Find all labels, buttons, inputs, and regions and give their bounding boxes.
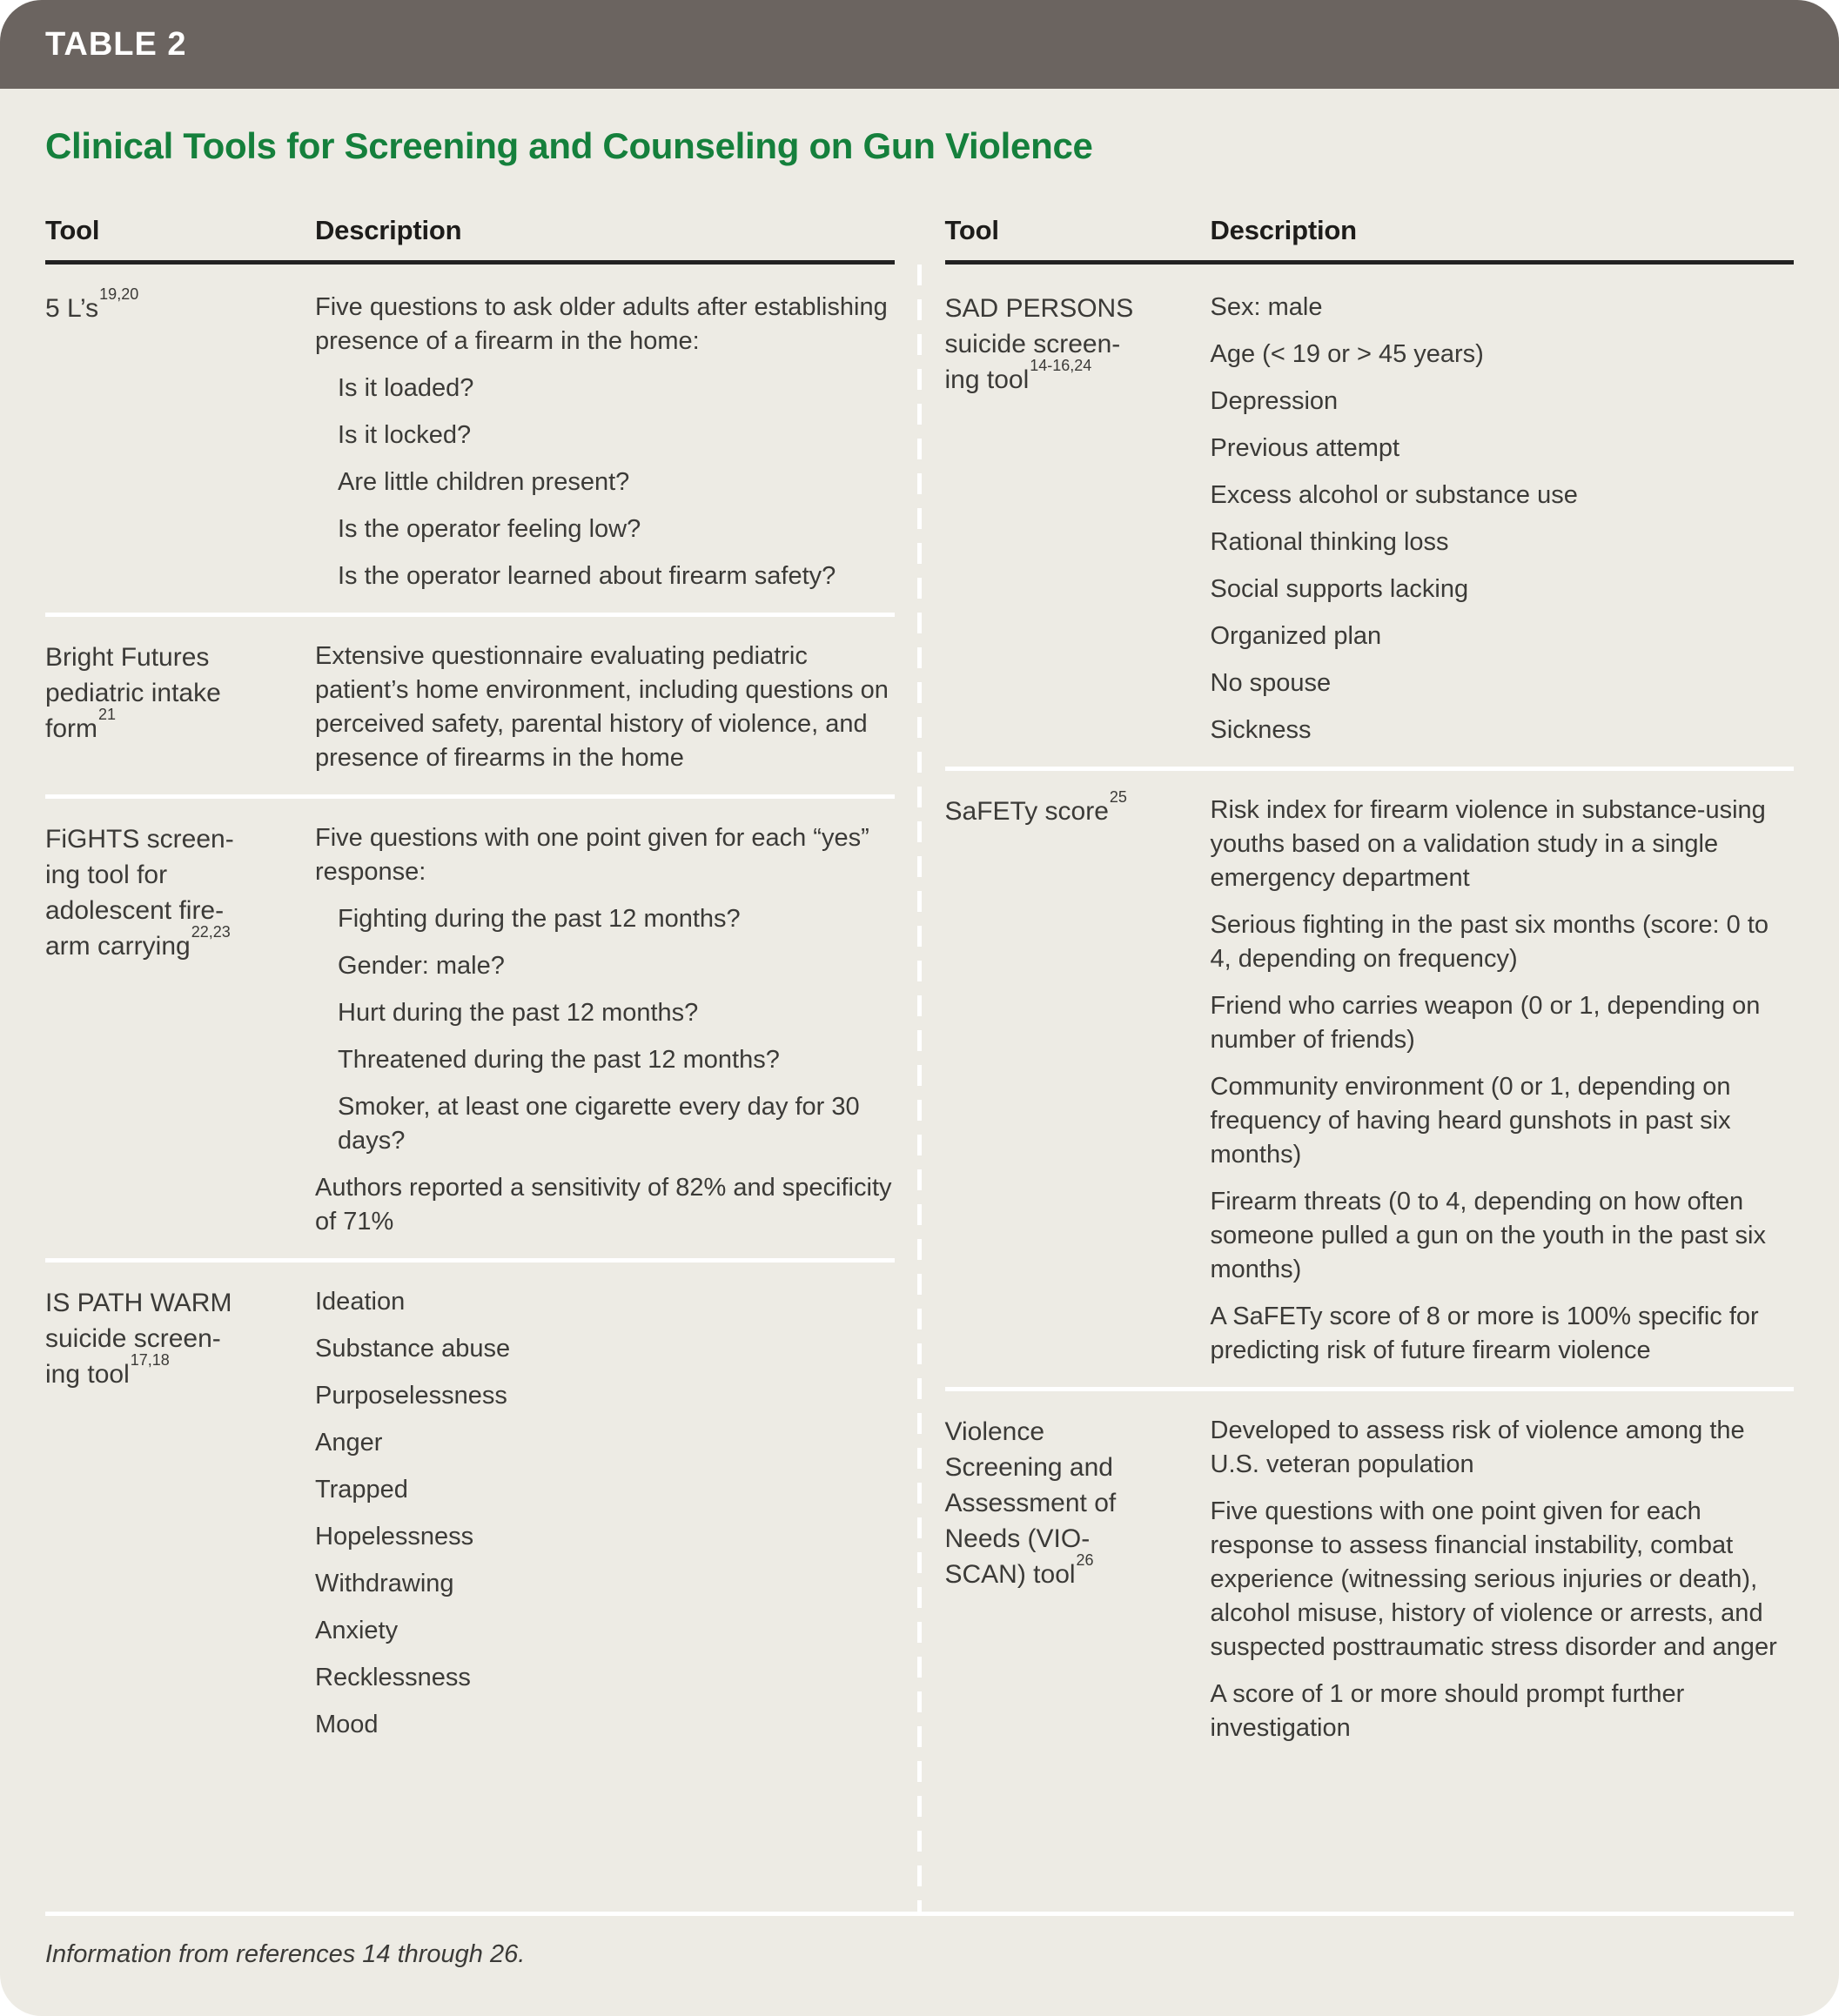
tool-name-line: form$^{21}$ [45, 705, 117, 743]
right-column-header [945, 209, 1795, 265]
tool-column-header: Tool [944, 215, 999, 245]
description-column-header: Description [1210, 215, 1357, 245]
tool-name-line: IS PATH WARM [45, 1289, 232, 1317]
table-body [45, 209, 1794, 1912]
table-footer [45, 1912, 1794, 1969]
description-item: Organized plan [1210, 622, 1382, 650]
left-rows [45, 265, 895, 1761]
reference-superscript: 22,23 [191, 922, 231, 941]
table-row [945, 265, 1795, 767]
tool-name-line: Violence [944, 1417, 1045, 1446]
tool-name [45, 821, 263, 1239]
description-item: Are little children present? [338, 468, 630, 496]
tool-name-line: 5 L’s$^{19,20}$ [45, 285, 139, 323]
table-row [945, 767, 1795, 1387]
description-item: Risk index for firearm violence in substance-using youths based on a validation study in a single emergency department [1210, 796, 1766, 892]
description-item: Gender: male? [338, 952, 505, 980]
right-column [945, 209, 1795, 1765]
description-item: Trapped [315, 1476, 408, 1504]
reference-superscript: 26 [1076, 1551, 1094, 1569]
tool-name-line: suicide screen- [944, 330, 1121, 358]
table-content [0, 89, 1839, 2016]
tool-description [1211, 1414, 1795, 1745]
tool-name-line: SCAN) tool$^{26}$ [944, 1551, 1094, 1589]
description-item: Hopelessness [315, 1523, 474, 1551]
description-item: Five questions to ask older adults after establishing presence of a firearm in the home: [315, 293, 888, 355]
tool-name [45, 285, 263, 593]
description-item: Depression [1210, 387, 1339, 415]
description-item: Sickness [1210, 716, 1312, 744]
table-row [945, 1387, 1795, 1765]
description-column-header: Description [315, 215, 462, 245]
description-item: No spouse [1210, 669, 1332, 697]
description-item: Is the operator learned about firearm safety? [338, 562, 836, 590]
description-item: Anger [315, 1429, 383, 1457]
description-item: Threatened during the past 12 months? [338, 1046, 780, 1074]
table-header-bar [0, 0, 1839, 89]
left-column [45, 209, 895, 1761]
reference-superscript: 17,18 [130, 1350, 170, 1369]
left-column-header [45, 209, 895, 265]
table-row [45, 1258, 895, 1761]
tool-name-line: adolescent fire- [45, 896, 225, 925]
tool-name [944, 787, 1158, 1368]
description-item: Ideation [315, 1288, 406, 1316]
description-item: Hurt during the past 12 months? [338, 999, 699, 1027]
table-row [45, 794, 895, 1258]
reference-superscript: 14-16,24 [1030, 356, 1092, 374]
tool-description [315, 640, 895, 775]
tool-description [1211, 291, 1795, 747]
tool-name-line: Screening and [944, 1453, 1113, 1482]
description-item: A score of 1 or more should prompt further investigation [1210, 1680, 1685, 1742]
tool-name-line: SaFETy score$^{25}$ [944, 787, 1127, 826]
description-item: Is it locked? [338, 421, 472, 449]
tool-description [315, 821, 895, 1239]
tool-name-line: ing tool$^{17,18}$ [45, 1350, 170, 1389]
tool-description [315, 291, 895, 593]
description-item: Developed to assess risk of violence among the U.S. veteran population [1210, 1417, 1745, 1478]
description-item: Is the operator feeling low? [338, 515, 641, 543]
tool-column-header: Tool [45, 215, 100, 245]
description-item: Rational thinking loss [1210, 528, 1449, 556]
reference-superscript: 21 [98, 705, 117, 723]
tool-name-line: ing tool$^{14-16,24}$ [944, 356, 1092, 394]
description-item: Purposelessness [315, 1382, 507, 1410]
tool-name-line: pediatric intake [45, 679, 221, 707]
description-item: Sex: male [1210, 293, 1323, 321]
description-item: Five questions with one point given for each response to assess financial instability, combat experience (witnessing serious injuries or death), alcohol misuse, history of violence or arrests, and suspected posttraumatic stress disorder and anger [1210, 1497, 1777, 1661]
description-item: Excess alcohol or substance use [1210, 481, 1578, 509]
right-rows [945, 265, 1795, 1765]
tool-name-line: Bright Futures [45, 643, 210, 672]
description-item: Friend who carries weapon (0 or 1, depending on number of friends) [1210, 992, 1761, 1054]
description-item: Previous attempt [1210, 434, 1400, 462]
description-item: Social supports lacking [1210, 575, 1469, 603]
description-item: Age (< 19 or > 45 years) [1210, 340, 1484, 368]
reference-superscript: 25 [1109, 787, 1127, 806]
footer-note: Information from references 14 through 26. [45, 1940, 526, 1968]
tool-name [945, 291, 1158, 747]
page-title: Clinical Tools for Screening and Counseling on Gun Violence [45, 125, 1093, 166]
description-item: Is it loaded? [338, 374, 474, 402]
tool-name-line: arm carrying$^{22,23}$ [45, 922, 231, 961]
tool-name [45, 1285, 263, 1742]
description-item: A SaFETy score of 8 or more is 100% specific for predicting risk of future firearm violence [1210, 1303, 1759, 1364]
description-item: Smoker, at least one cigarette every day for 30 days? [338, 1093, 860, 1155]
description-item: Extensive questionnaire evaluating pediatric patient’s home environment, including questions on perceived safety, parental history of violence, and presence of firearms in the home [315, 642, 889, 772]
tool-description [1211, 794, 1795, 1368]
description-item: Anxiety [315, 1617, 399, 1644]
description-item: Mood [315, 1711, 379, 1738]
tool-name-line: FiGHTS screen- [45, 825, 234, 854]
tool-name-line: ing tool for [45, 861, 168, 889]
description-item: Community environment (0 or 1, depending on frequency of having heard gunshots in past six months) [1210, 1073, 1731, 1169]
description-item: Fighting during the past 12 months? [338, 905, 741, 933]
tool-name-line: Assessment of [944, 1489, 1117, 1517]
description-item: Substance abuse [315, 1335, 511, 1363]
description-item: Serious fighting in the past six months (score: 0 to 4, depending on frequency) [1210, 911, 1769, 973]
tool-name-line: Needs (VIO- [944, 1524, 1091, 1553]
table-row [45, 265, 895, 613]
tool-name-line: suicide screen- [45, 1324, 221, 1353]
tool-name-line: SAD PERSONS [944, 294, 1134, 323]
tool-name [945, 1414, 1158, 1745]
reference-superscript: 19,20 [99, 285, 139, 303]
description-item: Authors reported a sensitivity of 82% and specificity of 71% [315, 1174, 892, 1236]
description-item: Recklessness [315, 1664, 471, 1691]
description-item: Five questions with one point given for each “yes” response: [315, 824, 869, 886]
table-label: TABLE 2 [45, 25, 187, 63]
tool-name [45, 640, 263, 775]
description-item: Firearm threats (0 to 4, depending on how often someone pulled a gun on the youth in the past six months) [1210, 1188, 1766, 1283]
tool-description [315, 1285, 895, 1742]
description-item: Withdrawing [315, 1570, 454, 1597]
table-row [45, 613, 895, 794]
